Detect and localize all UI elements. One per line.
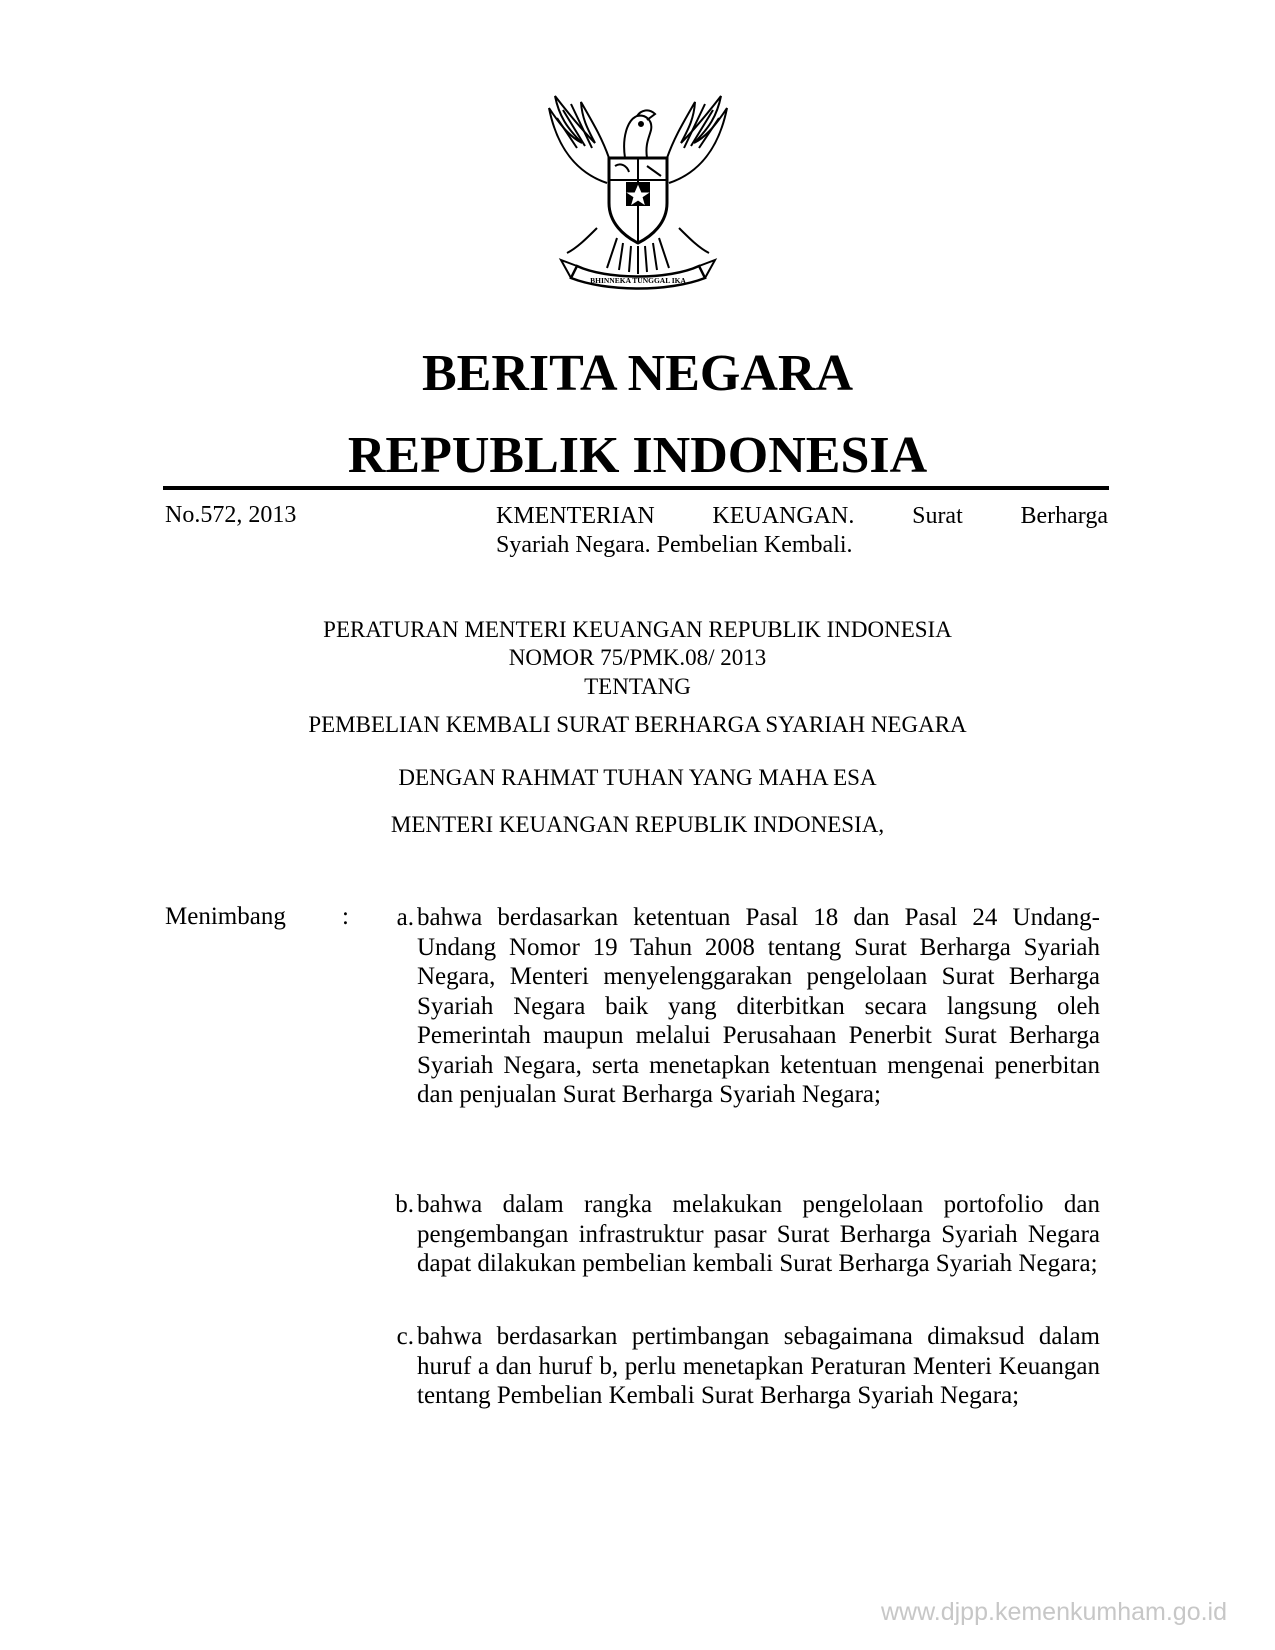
- regulation-authority: MENTERI KEUANGAN REPUBLIK INDONESIA,: [390, 812, 885, 837]
- item-text: bahwa dalam rangka melakukan pengelolaan portofolio dan pengembangan infrastruktur pasar Surat Berharga Syariah Negara dapat dilakukan pembelian kembali Surat Berharga Syariah Negara;: [417, 1191, 1100, 1277]
- regulation-invocation: DENGAN RAHMAT TUHAN YANG MAHA ESA: [398, 765, 877, 790]
- considering-label: Menimbang: [165, 903, 286, 930]
- item-marker: c.: [396, 1323, 414, 1350]
- gazette-subject: [496, 502, 1108, 560]
- regulation-subject: PEMBELIAN KEMBALI SURAT BERHARGA SYARIAH NEGARA: [308, 712, 967, 737]
- gazette-subject-line-2: Syariah Negara. Pembelian Kembali.: [496, 532, 853, 558]
- regulation-title: PERATURAN MENTERI KEUANGAN REPUBLIK INDONESIA: [323, 617, 952, 642]
- gazette-subject-line-1: KMENTERIAN KEUANGAN. Surat Berharga: [496, 503, 1108, 529]
- masthead-rule: [163, 486, 1109, 490]
- masthead-line-2: REPUBLIK INDONESIA: [347, 427, 928, 484]
- gazette-number: No.572, 2013: [165, 502, 297, 528]
- garuda-pancasila-emblem: [537, 88, 739, 298]
- garuda-emblem-icon: [537, 88, 739, 298]
- item-marker: a.: [396, 904, 414, 931]
- emblem-motto: BHINNEKA TUNGGAL IKA: [590, 276, 686, 285]
- regulation-about: TENTANG: [584, 674, 691, 699]
- masthead-line-1: BERITA NEGARA: [421, 345, 853, 402]
- regulation-number: NOMOR 75/PMK.08/ 2013: [508, 645, 767, 670]
- source-watermark: www.djpp.kemenkumham.go.id: [881, 1598, 1227, 1626]
- item-marker: b.: [395, 1191, 414, 1218]
- item-text: bahwa berdasarkan pertimbangan sebagaimana dimaksud dalam huruf a dan huruf b, perlu menetapkan Peraturan Menteri Keuangan tentang Pembelian Kembali Surat Berharga Syariah Negara;: [417, 1323, 1100, 1409]
- item-text: bahwa berdasarkan ketentuan Pasal 18 dan Pasal 24 Undang-Undang Nomor 19 Tahun 2008 tentang Surat Berharga Syariah Negara, Menteri menyelenggarakan pengelolaan Surat Berharga Syariah Negara baik yang diterbitkan secara langsung oleh Pemerintah maupun melalui Perusahaan Penerbit Surat Berharga Syariah Negara, serta menetapkan ketentuan mengenai penerbitan dan penjualan Surat Berharga Syariah Negara;: [417, 904, 1100, 1108]
- considering-colon: :: [342, 903, 349, 930]
